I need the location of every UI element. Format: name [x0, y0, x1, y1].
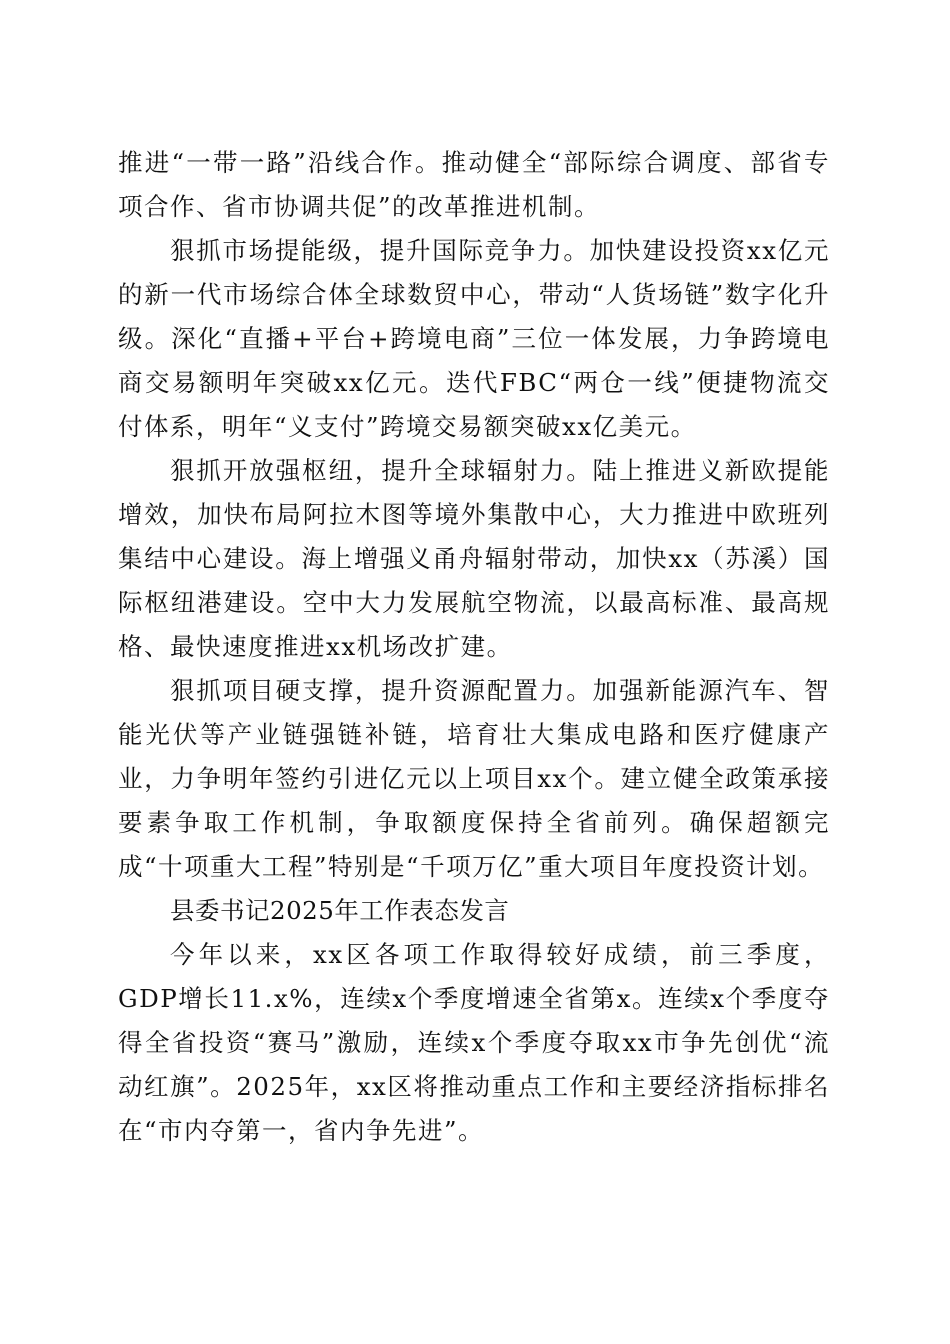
- paragraph-belt-and-road: 推进“一带一路”沿线合作。推动健全“部际综合调度、部省专项合作、省市协调共促”的改革推进机制。: [118, 148, 830, 221]
- section-title: 县委书记2025年工作表态发言: [170, 896, 510, 925]
- document-page: [118, 141, 830, 1153]
- paragraph-market-upgrade: 狠抓市场提能级，提升国际竞争力。加快建设投资xx亿元的新一代市场综合体全球数贸中心，带动“人货场链”数字化升级。深化“直播+平台+跨境电商”三位一体发展，力争跨境电商交易额明年突破xx亿元。迭代FBC“两仓一线”便捷物流交付体系，明年“义支付”跨境交易额突破xx亿美元。: [118, 236, 830, 441]
- paragraph-annual-summary: 今年以来，xx区各项工作取得较好成绩，前三季度，GDP增长11.x%，连续x个季度增速全省第x。连续x个季度夺得全省投资“赛马”激励，连续x个季度夺取xx市争先创优“流动红旗”。2025年，xx区将推动重点工作和主要经济指标排名在“市内夺第一，省内争先进”。: [118, 940, 830, 1145]
- paragraph-open-hub: 狠抓开放强枢纽，提升全球辐射力。陆上推进义新欧提能增效，加快布局阿拉木图等境外集散中心，大力推进中欧班列集结中心建设。海上增强义甬舟辐射带动，加快xx（苏溪）国际枢纽港建设。空中大力发展航空物流，以最高标准、最高规格、最快速度推进xx机场改扩建。: [118, 456, 830, 661]
- paragraph-project-support: 狠抓项目硬支撑，提升资源配置力。加强新能源汽车、智能光伏等产业链强链补链，培育壮大集成电路和医疗健康产业，力争明年签约引进亿元以上项目xx个。建立健全政策承接要素争取工作机制，争取额度保持全省前列。确保超额完成“十项重大工程”特别是“千项万亿”重大项目年度投资计划。: [118, 676, 830, 881]
